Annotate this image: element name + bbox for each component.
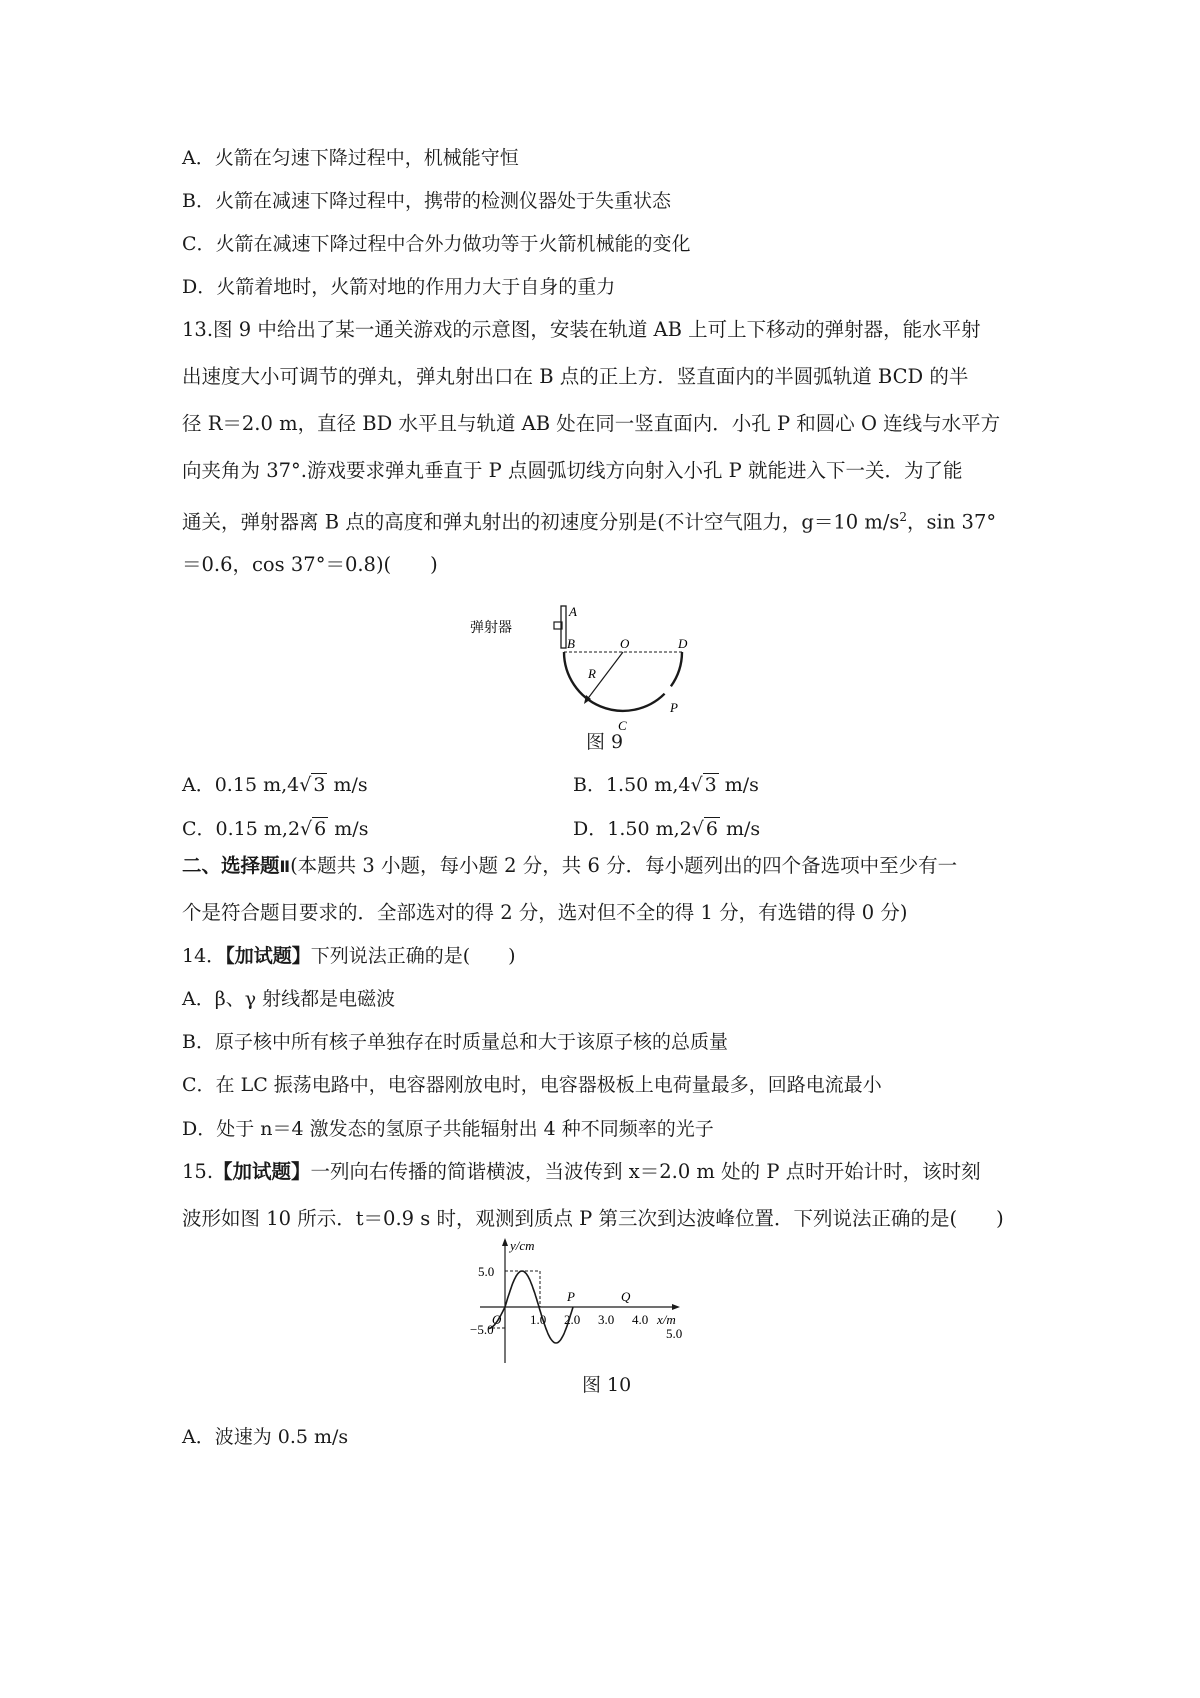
q13-line-5: 通关，弹射器离 B 点的高度和弹丸射出的初速度分别是(不计空气阻力，g＝10 $m/s^2$，sin 37° [182,510,997,534]
q12-option-a: A．火箭在匀速下降过程中，机械能守恒 [182,147,519,169]
q12-option-b: B．火箭在减速下降过程中，携带的检测仪器处于失重状态 [182,190,671,212]
xtick-4: 4.0 [632,1312,649,1327]
q13-line-6: ＝0.6，cos 37°＝0.8)( ) [182,553,438,576]
label-b: B [567,636,575,651]
q13-option-d: D．1.50 m,2√ 6 m/s [573,818,761,840]
q14-stem: 14．【加试题】下列说法正确的是( ) [182,945,516,967]
q12-option-c: C．火箭在减速下降过程中合外力做功等于火箭机械能的变化 [182,233,691,255]
xtick-2: 2.0 [564,1312,581,1327]
point-q-label: Q [621,1289,631,1304]
q15-line-1: 15.【加试题】一列向右传播的简谐横波，当波传到 x＝2.0 m 处的 P 点时开始计时，该时刻 [182,1160,981,1183]
q13-line-1: 13.图 9 中给出了某一通关游戏的示意图，安装在轨道 AB 上可上下移动的弹射器，能水平射 [182,318,981,341]
arc-bcd [564,652,665,711]
section-2-line-2: 个是符合题目要求的．全部选对的得 2 分，选对但不全的得 1 分，有选错的得 0 分) [182,901,908,924]
section-2-line-1: 二、选择题Ⅱ(本题共 3 小题，每小题 2 分，共 6 分．每小题列出的四个备选项中至少有一 [182,854,958,877]
label-o: O [620,636,630,651]
x-axis-label: x/m [657,1312,676,1327]
q15-line-2: 波形如图 10 所示．t＝0.9 s 时，观测到质点 P 第三次到达波峰位置．下列说法正确的是( ) [182,1207,1004,1230]
arc-pd [671,652,682,686]
section-2-numeral: Ⅱ [279,857,291,876]
y-axis-arrow [502,1238,508,1246]
x-axis-arrow [672,1304,680,1310]
q12-option-d: D．火箭着地时，火箭对地的作用力大于自身的重力 [182,276,616,298]
q13-option-b: B．1.50 m,4√ 3 m/s [573,774,759,796]
section-2-title: 二、选择题 [182,854,280,877]
q13-stem [182,306,1022,588]
label-c: C [618,718,627,733]
point-p-label: P [567,1289,575,1304]
ytick-pos: 5.0 [478,1264,495,1279]
q13-option-a: A．0.15 m,4√ 3 m/s [182,774,368,796]
q13-line-2: 出速度大小可调节的弹丸，弹丸射出口在 B 点的正上方．竖直面内的半圆弧轨道 BCD 的半 [182,365,969,388]
figure-9-caption: 图 9 [586,731,624,753]
figure-10-caption: 图 10 [582,1374,632,1396]
label-a: A [569,604,577,619]
label-d: D [678,636,688,651]
q15-stem [182,1148,1022,1242]
q14-option-c: C．在 LC 振荡电路中，电容器刚放电时，电容器极板上电荷量最多，回路电流最小 [182,1074,882,1096]
q13-line-3: 径 R＝2.0 m，直径 BD 水平且与轨道 AB 处在同一竖直面内．小孔 P 和圆心 O 连线与水平方 [182,412,1001,435]
launcher-label: 弹射器 [470,621,512,636]
y-axis-label: y/cm [510,1238,535,1253]
q14-option-b: B．原子核中所有核子单独存在时质量总和大于该原子核的总质量 [182,1031,728,1053]
label-r: R [588,666,596,681]
section-2-header [182,842,1022,936]
ytick-neg: −5.0 [470,1322,494,1337]
q14-option-a: A．β、γ 射线都是电磁波 [182,988,396,1010]
origin-label: O [492,1312,502,1327]
figure-10 [450,1238,750,1368]
xtick-3: 3.0 [598,1312,615,1327]
label-p: P [670,700,678,715]
q13-option-c: C．0.15 m,2√ 6 m/s [182,818,369,840]
q13-line-4: 向夹角为 37°.游戏要求弹丸垂直于 P 点圆弧切线方向射入小孔 P 就能进入下一关．为了能 [182,459,963,482]
xtick-1: 1.0 [530,1312,547,1327]
q14-option-d: D．处于 n＝4 激发态的氢原子共能辐射出 4 种不同频率的光子 [182,1118,714,1140]
xtick-5: 5.0 [666,1326,683,1341]
q15-option-a: A．波速为 0.5 m/s [182,1426,349,1448]
